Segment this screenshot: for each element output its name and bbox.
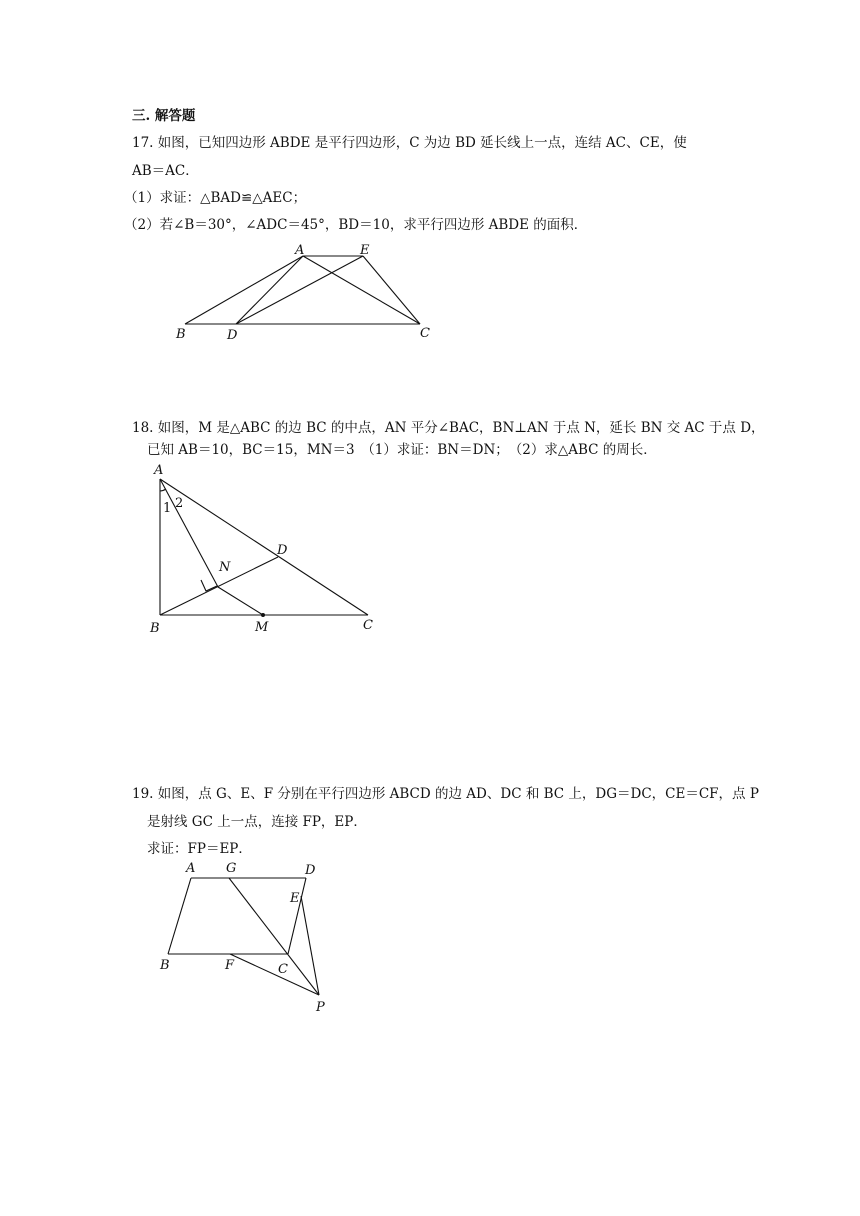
q17-figure xyxy=(185,256,420,324)
q17-text-line2: AB＝AC． xyxy=(132,163,199,179)
q17-part2: （2）若∠B＝30°，∠ADC＝45°，BD＝10，求平行四边形 ABDE 的面积． xyxy=(124,217,588,233)
q17-segment-de xyxy=(236,256,363,324)
q17-label-e: E xyxy=(360,243,370,258)
q18-point-m xyxy=(261,613,265,617)
q18-label-a: A xyxy=(154,463,164,478)
q18-label-m: M xyxy=(255,620,269,635)
q19-segment-fp xyxy=(230,954,319,995)
q18-label-c: C xyxy=(363,618,373,633)
q17-label-c: C xyxy=(420,326,430,341)
q17-label-a: A xyxy=(295,243,305,258)
q19-label-p: P xyxy=(316,1000,325,1015)
q18-angle-arc xyxy=(160,489,166,491)
q19-segment-ep xyxy=(301,896,319,995)
q17-segment-ac xyxy=(303,256,420,324)
q17-segment-da xyxy=(236,256,303,324)
q17-segment-ba xyxy=(185,256,303,324)
q19-text-line2: 是射线 GC 上一点，连接 FP，EP． xyxy=(147,814,367,830)
q18-angle-1-label: 1 xyxy=(163,501,172,516)
q18-label-d: D xyxy=(277,543,288,558)
q19-text-line1: 19. 如图，点 G、E、F 分别在平行四边形 ABCD 的边 AD、DC 和 BC 上，DG＝DC，CE＝CF，点 P xyxy=(132,786,759,802)
q17-text-line1: 17. 如图，已知四边形 ABDE 是平行四边形，C 为边 BD 延长线上一点，连结 AC、CE，使 xyxy=(132,135,687,151)
q19-label-a: A xyxy=(186,861,196,876)
q19-segment-dc xyxy=(288,878,306,954)
q19-label-c: C xyxy=(278,962,288,977)
q19-label-e: E xyxy=(290,891,300,906)
q17-label-b: B xyxy=(176,327,186,342)
q19-label-f: F xyxy=(225,958,235,973)
q19-label-g: G xyxy=(226,861,237,876)
q18-text-line1: 18. 如图，M 是△ABC 的边 BC 的中点，AN 平分∠BAC，BN⊥AN 于点 N，延长 BN 交 AC 于点 D， xyxy=(132,420,765,436)
q17-label-d: D xyxy=(227,328,238,343)
q19-label-d: D xyxy=(305,863,316,878)
q17-segment-ec xyxy=(363,256,420,324)
q18-segment-nm xyxy=(218,587,263,615)
q18-segment-ac xyxy=(160,479,368,615)
q19-ray-gcp xyxy=(229,878,319,995)
q19-label-b: B xyxy=(160,958,170,973)
q18-segment-an xyxy=(160,479,218,587)
q18-angle-2-label: 2 xyxy=(175,496,184,511)
section-heading: 三. 解答题 xyxy=(132,108,196,124)
q18-text-line2: 已知 AB＝10，BC＝15，MN＝3 （1）求证：BN＝DN； （2）求△ABC 的周长． xyxy=(147,442,657,458)
q19-segment-ab xyxy=(168,878,191,954)
q19-text-line3: 求证：FP＝EP． xyxy=(147,841,252,857)
q18-figure xyxy=(160,479,368,615)
q18-label-n: N xyxy=(219,560,231,575)
q18-label-b: B xyxy=(150,621,160,636)
q17-part1: （1）求证：△BAD≌△AEC； xyxy=(124,190,307,206)
